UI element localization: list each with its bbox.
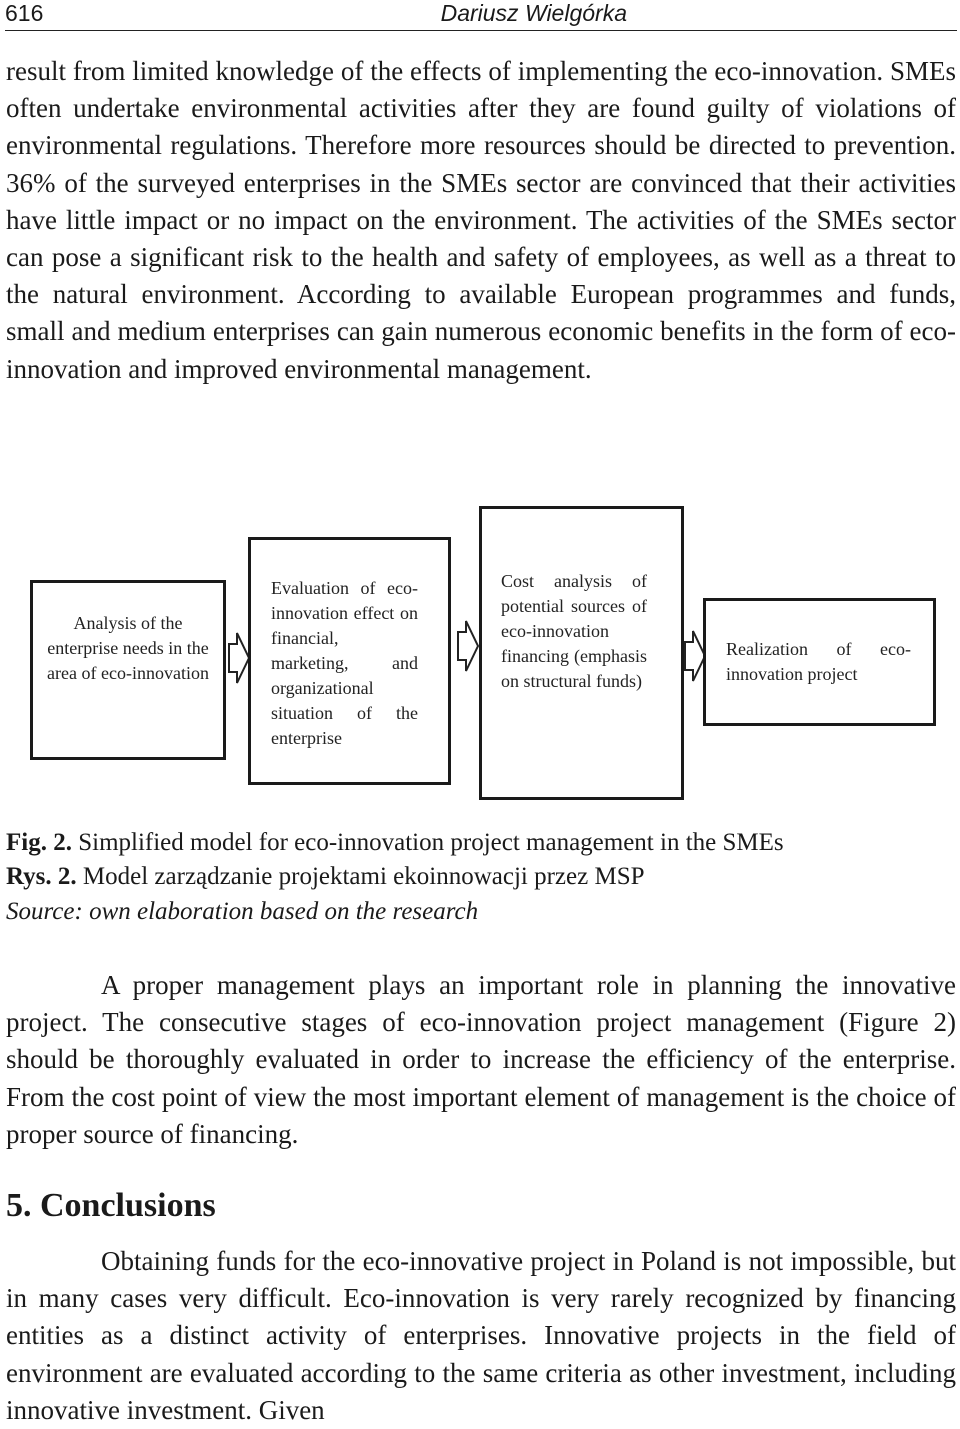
page-header — [5, 0, 957, 31]
stage-box-cost-analysis-text: Cost analysis of potential sources of eco-innovation financing (emphasis on structural funds) — [501, 571, 647, 691]
stage-box-realization — [703, 598, 936, 726]
stage-box-evaluation — [248, 537, 451, 785]
stage-box-analysis-text: Analysis of the enterprise needs in the area of eco-innovation — [47, 613, 209, 683]
stage-box-realization-text: Realization of eco-innovation project — [726, 639, 911, 684]
figure-2-flow-diagram — [0, 500, 960, 800]
paragraph-intro: result from limited knowledge of the effects of implementing the eco-innovation. SMEs often undertake environmental activities after they are found guilty of violations of environmental regulations. Therefore more resources should be directed to prevention. 36% of the surveyed enterprises in the SMEs sector are convinced that their activities have little impact or no impact on the environment. The activities of the SMEs sector can pose a significant risk to the health and safety of employees, as well as a threat to the natural environment. According to available European programmes and funds, small and medium enterprises can gain numerous economic benefits in the form of eco-innovation and improved environmental management. — [6, 56, 956, 384]
figure-label-en: Fig. 2. — [6, 829, 72, 856]
figure-caption-en-text: Simplified model for eco-innovation project management in the SMEs — [71, 829, 784, 856]
figure-label-pl: Rys. 2. — [6, 863, 77, 890]
running-author: Dariusz Wielgórka — [440, 0, 627, 26]
page-number: 616 — [5, 0, 44, 26]
figure-caption-pl-text: Model zarządzanie projektami ekoinnowacji przez MSP — [76, 863, 645, 890]
figure-source: Source: own elaboration based on the research — [6, 898, 479, 925]
section-heading: 5. Conclusions — [6, 1187, 216, 1224]
figure-caption-en — [6, 828, 784, 858]
stage-box-cost-analysis — [479, 506, 684, 800]
stage-box-analysis — [30, 580, 226, 760]
paragraph-conclusions: Obtaining funds for the eco-innovative project in Poland is not impossible, but in many cases very difficult. Eco-innovation is very rarely recognized by financing entities as a distinct activity of enterprises. Innovative projects in the field of environment are evaluated according to the same criteria as other investment, including innovative investment. Given — [6, 1246, 956, 1425]
right-arrow-icon — [228, 630, 250, 686]
stage-box-evaluation-text: Evaluation of eco-innovation effect on financial, marketing, and organizational situation of the enterprise — [271, 578, 418, 748]
paragraph-management: A proper management plays an important role in planning the innovative project. The consecutive stages of eco-innovation project management (Figure 2) should be thoroughly evaluated in order to increase the efficiency of the enterprise. From the cost point of view the most important element of management is the choice of proper source of financing. — [6, 970, 956, 1149]
figure-caption-pl — [6, 862, 645, 892]
right-arrow-icon — [457, 618, 479, 674]
